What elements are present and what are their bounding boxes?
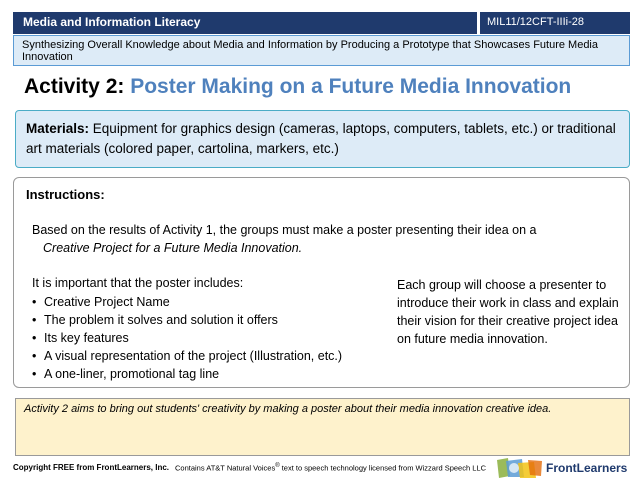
instructions-heading: Instructions: bbox=[26, 187, 105, 202]
materials-label: Materials: bbox=[26, 121, 90, 136]
footer-voices-credit: Contains AT&T Natural Voices® text to speech technology licensed from Wizzard Speech LLC bbox=[175, 463, 486, 473]
bullet-icon: • bbox=[32, 295, 37, 309]
activity-aim: Activity 2 aims to bring out students' creativity by making a poster about their media innovation creative idea. bbox=[15, 398, 630, 456]
instructions-intro bbox=[32, 221, 602, 257]
list-item: • A one-liner, promotional tag line bbox=[32, 367, 220, 381]
instructions-box bbox=[13, 177, 630, 388]
course-title: Media and Information Literacy bbox=[23, 15, 201, 29]
includes-list bbox=[32, 293, 397, 383]
bullet-icon: • bbox=[32, 313, 37, 327]
registered-mark: ® bbox=[275, 463, 280, 469]
activity-name: Poster Making on a Future Media Innovation bbox=[130, 75, 572, 98]
footer-copyright: Copyright FREE from FrontLearners, Inc. bbox=[13, 463, 170, 472]
lesson-code: MIL11/12CFT-IIIi-28 bbox=[477, 12, 630, 34]
frontlearners-logo-icon bbox=[494, 457, 544, 479]
activity-title bbox=[24, 75, 624, 103]
bullet-icon: • bbox=[32, 331, 37, 345]
activity-label: Activity 2: bbox=[24, 75, 125, 98]
instructions-intro-line2: Creative Project for a Future Media Innovation. bbox=[43, 241, 303, 255]
materials-box bbox=[15, 110, 630, 168]
list-item: • Creative Project Name bbox=[32, 295, 170, 309]
materials-text: Equipment for graphics design (cameras, laptops, computers, tablets, etc.) or traditional art materials (colored paper, cartolina, markers, etc.) bbox=[26, 121, 616, 156]
list-item: • A visual representation of the project (Illustration, etc.) bbox=[32, 349, 343, 363]
bullet-icon: • bbox=[32, 367, 37, 381]
bullet-icon: • bbox=[32, 349, 37, 363]
list-item: • The problem it solves and solution it offers bbox=[32, 313, 278, 327]
includes-heading: It is important that the poster includes: bbox=[32, 276, 244, 290]
instructions-intro-line1: Based on the results of Activity 1, the groups must make a poster presenting their idea on a bbox=[32, 223, 537, 237]
logo-wordmark: FrontLearners bbox=[546, 461, 628, 475]
list-item: • Its key features bbox=[32, 331, 129, 345]
presenter-note: Each group will choose a presenter to introduce their work in class and explain their vision for their creative project idea on future media innovation. bbox=[397, 278, 619, 346]
lesson-subtitle: Synthesizing Overall Knowledge about Media and Information by Producing a Prototype that Showcases Future Media Innovation bbox=[13, 35, 630, 66]
header-bar bbox=[13, 12, 630, 34]
